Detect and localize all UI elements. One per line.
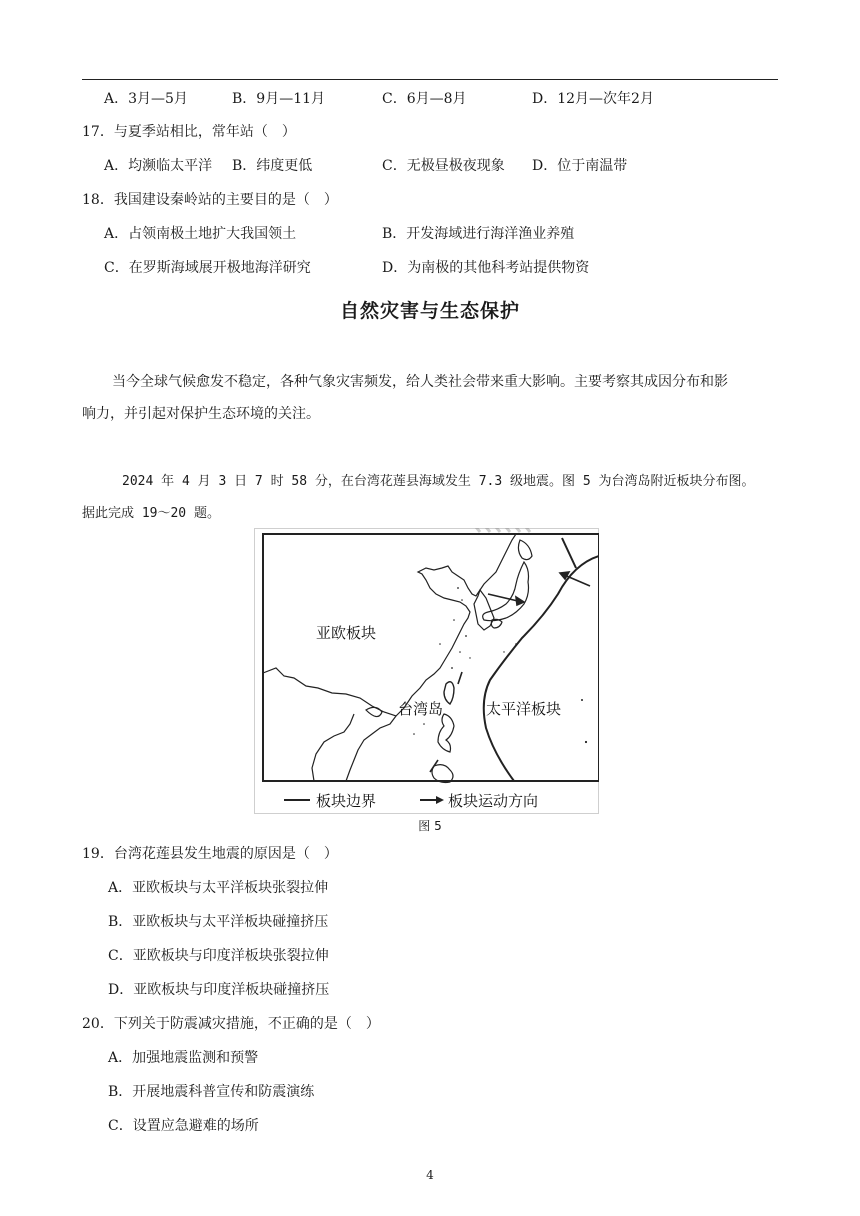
q16-option-a: A．3月—5月 [104, 91, 188, 107]
q16-option-b: B．9月—11月 [232, 91, 326, 107]
label-eurasian-plate: 亚欧板块 [316, 624, 377, 642]
intro-line-2: 响力，并引起对保护生态环境的关注。 [82, 406, 320, 422]
label-taiwan-island: 台湾岛 [398, 700, 444, 718]
q18-option-b: B．开发海域进行海洋渔业养殖 [382, 226, 575, 242]
q17-option-d: D．位于南温带 [532, 158, 628, 174]
context-line-2: 据此完成 19～20 题。 [82, 506, 220, 521]
q17-option-c: C．无极昼极夜现象 [382, 158, 505, 174]
q19-option-b: B．亚欧板块与太平洋板块碰撞挤压 [108, 914, 329, 930]
q19-stem: 19．台湾花莲县发生地震的原因是（ ） [82, 846, 338, 862]
q18-option-c: C．在罗斯海域展开极地海洋研究 [104, 260, 311, 276]
label-pacific-plate: 太平洋板块 [486, 700, 562, 718]
q19-option-d: D．亚欧板块与印度洋板块碰撞挤压 [108, 982, 330, 998]
q18-stem: 18．我国建设秦岭站的主要目的是（ ） [82, 192, 338, 208]
q19-option-a: A．亚欧板块与太平洋板块张裂拉伸 [108, 880, 329, 896]
q17-option-a: A．均濒临太平洋 [104, 158, 213, 174]
q17-stem: 17．与夏季站相比，常年站（ ） [82, 124, 296, 140]
q20-option-c: C．设置应急避难的场所 [108, 1118, 259, 1134]
context-paragraph [82, 466, 782, 530]
q20-option-a: A．加强地震监测和预警 [108, 1050, 259, 1066]
q18-option-a: A．占领南极土地扩大我国领土 [104, 226, 297, 242]
q17-option-b: B．纬度更低 [232, 158, 313, 174]
intro-paragraph [82, 366, 782, 430]
context-line-1: 2024 年 4 月 3 日 7 时 58 分，在台湾花莲县海域发生 7.3 级地震。图 5 为台湾岛附近板块分布图。 [122, 474, 755, 489]
q16-option-d: D．12月—次年2月 [532, 91, 654, 107]
q20-option-b: B．开展地震科普宣传和防震演练 [108, 1084, 315, 1100]
plate-map [254, 528, 599, 814]
page-number: 4 [426, 1168, 434, 1182]
plate-map-figure [254, 528, 599, 814]
q16-option-c: C．6月—8月 [382, 91, 467, 107]
q18-option-d: D．为南极的其他科考站提供物资 [382, 260, 590, 276]
section-title: 自然灾害与生态保护 [339, 300, 520, 322]
legend-motion-label: 板块运动方向 [448, 792, 539, 810]
legend-boundary-label: 板块边界 [316, 792, 377, 810]
header-rule [82, 79, 778, 80]
q19-option-c: C．亚欧板块与印度洋板块张裂拉伸 [108, 948, 329, 964]
q20-stem: 20．下列关于防震减灾措施，不正确的是（ ） [82, 1016, 380, 1032]
intro-line-1: 当今全球气候愈发不稳定，各种气象灾害频发，给人类社会带来重大影响。主要考察其成因分布和影 [112, 374, 728, 390]
figure-caption: 图 5 [418, 819, 442, 833]
map-frame [263, 534, 599, 781]
